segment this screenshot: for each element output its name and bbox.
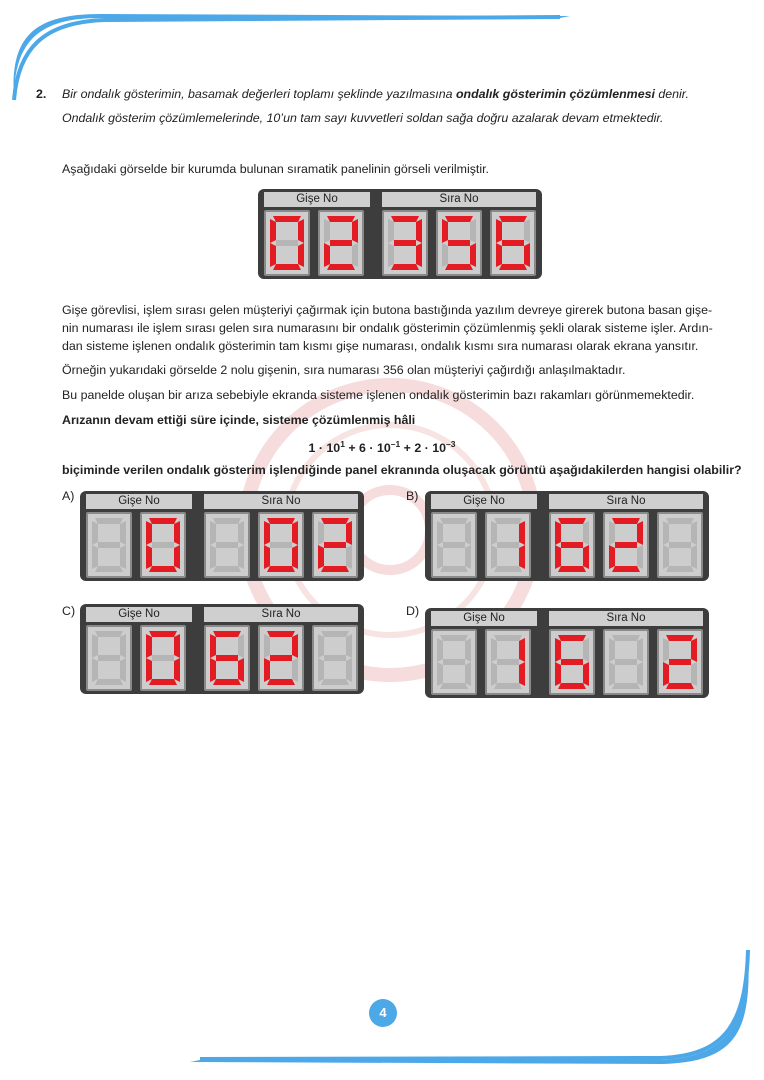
option-d-digit-2-segment-e	[491, 662, 497, 686]
option-d-digit-5-segment-d	[666, 683, 694, 689]
option-d-digit-3-segment-b	[583, 638, 589, 662]
option-a-digit-1-segment-f	[92, 521, 98, 545]
option-b-digit-5-segment-e	[663, 545, 669, 569]
option-b-digit-3	[549, 512, 595, 578]
option-d-digit-4-segment-b	[637, 638, 643, 662]
option-c-digit-4-segment-a	[267, 631, 295, 637]
option-b-digit-2-segment-b	[519, 521, 525, 545]
intro-line-2: Ondalık gösterim çözümlemelerinde, 10’un tam sayı kuvvetleri soldan sağa doğru azalarak devam etmektedir.	[62, 111, 664, 125]
option-c-digit-1-segment-c	[120, 658, 126, 682]
example-panel-digit-3-segment-e	[388, 243, 394, 267]
example-panel-digit-1-segment-f	[270, 219, 276, 243]
example-panel-digit-2-segment-e	[324, 243, 330, 267]
option-b-digit-5-segment-c	[691, 545, 697, 569]
example-panel-digit-4-segment-d	[445, 264, 473, 270]
option-a-digit-5-segment-g	[324, 542, 346, 548]
option-d-digit-1-segment-e	[437, 662, 443, 686]
paragraph-1-line-1: Gişe görevlisi, işlem sırası gelen müşteriyi çağırmak için butona bastığında yazılım devreye girerek butona basan gişe-	[62, 303, 713, 317]
example-panel-sira-header: Sıra No	[382, 192, 536, 207]
example-panel-digit-1-segment-g	[276, 240, 298, 246]
option-a-digit-1-segment-b	[120, 521, 126, 545]
option-b-digit-1-segment-e	[437, 545, 443, 569]
option-b-digit-5-segment-d	[666, 566, 694, 572]
example-panel-digit-3-segment-f	[388, 219, 394, 243]
option-d-sira-header: Sıra No	[549, 611, 703, 626]
option-a-digit-4-segment-a	[267, 518, 295, 524]
option-c-digit-3-segment-e	[210, 658, 216, 682]
option-b-gise-header: Gişe No	[431, 494, 537, 509]
option-c-digit-5-segment-f	[318, 634, 324, 658]
option-b-digit-2-segment-d	[494, 566, 522, 572]
option-a-digit-1-segment-d	[95, 566, 123, 572]
option-b-digit-2-segment-a	[494, 518, 522, 524]
option-a-digit-4-segment-c	[292, 545, 298, 569]
option-d-digit-2-segment-f	[491, 638, 497, 662]
option-a-digit-5-segment-c	[346, 545, 352, 569]
option-c-digit-1-segment-e	[92, 658, 98, 682]
option-d-digit-1-segment-a	[440, 635, 468, 641]
option-a-panel[interactable]	[80, 491, 364, 581]
option-b-digit-1-segment-d	[440, 566, 468, 572]
option-c-digit-2-segment-f	[146, 634, 152, 658]
formula-exp-1: 1	[340, 439, 345, 449]
option-d-digit-4-segment-f	[609, 638, 615, 662]
option-d-digit-5-segment-c	[691, 662, 697, 686]
option-c-sira-header: Sıra No	[204, 607, 358, 622]
option-a-digit-5	[312, 512, 358, 578]
example-panel-digit-3-segment-g	[394, 240, 416, 246]
option-a-digit-3-segment-g	[216, 542, 238, 548]
option-c-digit-2-segment-b	[174, 634, 180, 658]
question-number: 2.	[36, 87, 47, 101]
example-panel-digit-4-segment-b	[470, 219, 476, 243]
option-d-digit-1-segment-b	[465, 638, 471, 662]
option-c-digit-3-segment-d	[213, 679, 241, 685]
option-c-digit-1-segment-g	[98, 655, 120, 661]
example-panel-digit-4	[436, 210, 482, 276]
example-panel-digit-5	[490, 210, 536, 276]
example-panel-digit-4-segment-a	[445, 216, 473, 222]
option-b-digit-2-segment-g	[497, 542, 519, 548]
option-a-digit-2-segment-a	[149, 518, 177, 524]
option-c-digit-2-segment-c	[174, 658, 180, 682]
option-a-digit-4-segment-f	[264, 521, 270, 545]
example-panel-digit-4-segment-f	[442, 219, 448, 243]
option-c-digit-3-segment-f	[210, 634, 216, 658]
example-panel-digit-1-segment-c	[298, 243, 304, 267]
option-b-sira-header: Sıra No	[549, 494, 703, 509]
option-b-digit-3-segment-e	[555, 545, 561, 569]
option-c-digit-2-segment-e	[146, 658, 152, 682]
option-b-label[interactable]: B)	[406, 489, 419, 503]
example-panel-digit-4-segment-g	[448, 240, 470, 246]
option-d-digit-1-segment-f	[437, 638, 443, 662]
formula-term-1: 1 · 10	[308, 441, 341, 456]
example-panel-digit-2-segment-a	[327, 216, 355, 222]
example-panel-digit-1-segment-e	[270, 243, 276, 267]
option-b-digit-1	[431, 512, 477, 578]
page-number: 4	[369, 999, 397, 1027]
example-panel-digit-3-segment-a	[391, 216, 419, 222]
intro-text-b: denir.	[654, 87, 689, 101]
option-c-digit-2-segment-d	[149, 679, 177, 685]
example-panel-digit-2	[318, 210, 364, 276]
paragraph-1-line-2: nin numarası ile işlem sırası gelen sıra numarasını bir ondalık gösterimin çözümlenmiş şekli olarak sisteme işler. Ardın-	[62, 321, 713, 335]
option-b-digit-5	[657, 512, 703, 578]
option-b-digit-1-segment-b	[465, 521, 471, 545]
option-c-digit-2-segment-g	[152, 655, 174, 661]
option-a-digit-2-segment-c	[174, 545, 180, 569]
option-b-digit-1-segment-a	[440, 518, 468, 524]
option-b-digit-3-segment-d	[558, 566, 586, 572]
option-d-digit-1	[431, 629, 477, 695]
option-a-digit-3-segment-c	[238, 545, 244, 569]
option-c-digit-5-segment-a	[321, 631, 349, 637]
example-panel-digit-2-segment-c	[352, 243, 358, 267]
option-b-digit-4-segment-b	[637, 521, 643, 545]
option-c-digit-2-segment-a	[149, 631, 177, 637]
option-b-digit-2	[485, 512, 531, 578]
option-a-sira-header: Sıra No	[204, 494, 358, 509]
option-b-digit-5-segment-f	[663, 521, 669, 545]
option-d-digit-3-segment-g	[561, 659, 583, 665]
option-c-digit-3-segment-a	[213, 631, 241, 637]
option-d-digit-2	[485, 629, 531, 695]
option-d-digit-2-segment-b	[519, 638, 525, 662]
example-panel-digit-1-segment-d	[273, 264, 301, 270]
option-a-digit-5-segment-f	[318, 521, 324, 545]
option-d-digit-1-segment-d	[440, 683, 468, 689]
option-d-digit-2-segment-a	[494, 635, 522, 641]
option-d-digit-5	[657, 629, 703, 695]
option-a-digit-1-segment-e	[92, 545, 98, 569]
example-panel-digit-1-segment-b	[298, 219, 304, 243]
option-a-digit-4-segment-d	[267, 566, 295, 572]
example-panel-digit-3-segment-c	[416, 243, 422, 267]
formula-exp-3: –3	[446, 439, 456, 449]
option-a-digit-5-segment-d	[321, 566, 349, 572]
option-d-digit-3-segment-e	[555, 662, 561, 686]
option-a-digit-3-segment-a	[213, 518, 241, 524]
option-c-digit-2	[140, 625, 186, 691]
example-panel-digit-5-segment-d	[499, 264, 527, 270]
option-c-digit-4	[258, 625, 304, 691]
option-a-digit-2-segment-e	[146, 545, 152, 569]
option-c-gise-header: Gişe No	[86, 607, 192, 622]
final-question: biçiminde verilen ondalık gösterim işlendiğinde panel ekranında oluşacak görüntü aşağıdakilerden hangisi olabilir?	[62, 463, 742, 477]
option-b-digit-4-segment-d	[612, 566, 640, 572]
option-a-digit-4-segment-e	[264, 545, 270, 569]
option-d-digit-2-segment-c	[519, 662, 525, 686]
option-c-digit-5-segment-e	[318, 658, 324, 682]
option-b-digit-3-segment-b	[583, 521, 589, 545]
paragraph-2: Örneğin yukarıdaki görselde 2 nolu gişenin, sıra numarası 356 olan müşteriyi çağırdığı anlaşılmaktadır.	[62, 363, 626, 377]
example-panel-digit-1	[264, 210, 310, 276]
option-a-digit-1-segment-g	[98, 542, 120, 548]
option-b-digit-4-segment-f	[609, 521, 615, 545]
option-c-digit-3-segment-c	[238, 658, 244, 682]
option-a-gise-header: Gişe No	[86, 494, 192, 509]
example-panel-digit-5-segment-b	[524, 219, 530, 243]
top-corner-decoration	[0, 0, 764, 120]
example-panel-digit-3-segment-b	[416, 219, 422, 243]
paragraph-1-line-3: dan sisteme işlenen ondalık gösterimin tam kısmı gişe numarası, ondalık kısmı sıra numarası olarak ekrana yansıtır.	[62, 339, 699, 353]
option-b-digit-4-segment-g	[615, 542, 637, 548]
example-panel-digit-5-segment-f	[496, 219, 502, 243]
option-a-digit-3-segment-f	[210, 521, 216, 545]
option-a-digit-3-segment-e	[210, 545, 216, 569]
option-c-digit-3-segment-g	[216, 655, 238, 661]
option-d-digit-3	[549, 629, 595, 695]
option-d-digit-4-segment-d	[612, 683, 640, 689]
option-b-digit-3-segment-c	[583, 545, 589, 569]
intro-bold-term: ondalık gösterimin çözümlenmesi	[455, 87, 655, 101]
option-c-digit-1-segment-a	[95, 631, 123, 637]
example-panel-digit-2-segment-g	[330, 240, 352, 246]
option-d-panel[interactable]	[425, 608, 709, 698]
option-b-digit-4-segment-c	[637, 545, 643, 569]
example-panel-digit-3	[382, 210, 428, 276]
option-d-digit-5-segment-f	[663, 638, 669, 662]
option-b-digit-3-segment-g	[561, 542, 583, 548]
option-c-digit-1-segment-d	[95, 679, 123, 685]
paragraph-4: Arızanın devam ettiği süre içinde, sisteme çözümlenmiş hâli	[62, 413, 416, 427]
option-c-panel[interactable]	[80, 604, 364, 694]
intro-line-1	[62, 86, 689, 102]
option-b-digit-2-segment-e	[491, 545, 497, 569]
option-c-digit-3	[204, 625, 250, 691]
option-b-digit-1-segment-g	[443, 542, 465, 548]
option-c-digit-4-segment-g	[270, 655, 292, 661]
example-panel-digit-4-segment-c	[470, 243, 476, 267]
example-panel-gise-header: Gişe No	[264, 192, 370, 207]
option-d-gise-header: Gişe No	[431, 611, 537, 626]
option-c-digit-1-segment-f	[92, 634, 98, 658]
option-a-digit-2-segment-b	[174, 521, 180, 545]
option-d-digit-4-segment-e	[609, 662, 615, 686]
option-c-digit-4-segment-c	[292, 658, 298, 682]
option-d-digit-5-segment-e	[663, 662, 669, 686]
option-a-digit-2-segment-g	[152, 542, 174, 548]
example-panel-digit-1-segment-a	[273, 216, 301, 222]
option-a-digit-1	[86, 512, 132, 578]
option-d-digit-2-segment-d	[494, 683, 522, 689]
option-b-digit-3-segment-a	[558, 518, 586, 524]
option-d-digit-4	[603, 629, 649, 695]
formula-term-3: + 2 · 10	[400, 441, 447, 456]
option-d-digit-3-segment-f	[555, 638, 561, 662]
option-a-digit-5-segment-a	[321, 518, 349, 524]
option-c-digit-3-segment-b	[238, 634, 244, 658]
option-c-digit-5	[312, 625, 358, 691]
option-d-digit-2-segment-g	[497, 659, 519, 665]
option-a-digit-5-segment-e	[318, 545, 324, 569]
option-b-digit-4	[603, 512, 649, 578]
option-a-digit-2-segment-f	[146, 521, 152, 545]
option-a-digit-3-segment-b	[238, 521, 244, 545]
option-d-digit-3-segment-c	[583, 662, 589, 686]
formula	[0, 436, 764, 456]
option-b-digit-5-segment-a	[666, 518, 694, 524]
option-d-digit-3-segment-d	[558, 683, 586, 689]
option-d-digit-5-segment-b	[691, 638, 697, 662]
option-b-digit-1-segment-f	[437, 521, 443, 545]
example-panel-digit-4-segment-e	[442, 243, 448, 267]
example-panel-digit-5-segment-g	[502, 240, 524, 246]
formula-exp-2: –1	[390, 439, 401, 449]
paragraph-3: Bu panelde oluşan bir arıza sebebiyle ekranda sisteme işlenen ondalık gösterimin bazı rakamları görünmemektedir.	[62, 388, 695, 402]
option-a-digit-3	[204, 512, 250, 578]
option-b-digit-5-segment-b	[691, 521, 697, 545]
example-panel-digit-5-segment-a	[499, 216, 527, 222]
option-c-digit-1	[86, 625, 132, 691]
option-c-digit-5-segment-c	[346, 658, 352, 682]
example-panel-digit-5-segment-c	[524, 243, 530, 267]
option-d-digit-5-segment-g	[669, 659, 691, 665]
option-a-digit-4-segment-g	[270, 542, 292, 548]
intro-text-a: Bir ondalık gösterimin, basamak değerleri toplamı şeklinde yazılmasına	[62, 87, 456, 101]
option-d-label[interactable]: D)	[406, 604, 420, 618]
option-d-digit-4-segment-g	[615, 659, 637, 665]
option-a-digit-4-segment-b	[292, 521, 298, 545]
option-c-digit-5-segment-d	[321, 679, 349, 685]
option-a-digit-3-segment-d	[213, 566, 241, 572]
option-a-digit-5-segment-b	[346, 521, 352, 545]
option-b-digit-3-segment-f	[555, 521, 561, 545]
formula-term-2: + 6 · 10	[344, 441, 391, 456]
option-d-digit-4-segment-a	[612, 635, 640, 641]
option-a-digit-4	[258, 512, 304, 578]
option-d-digit-4-segment-c	[637, 662, 643, 686]
example-panel-digit-2-segment-f	[324, 219, 330, 243]
option-b-panel[interactable]	[425, 491, 709, 581]
option-a-digit-1-segment-a	[95, 518, 123, 524]
option-b-digit-1-segment-c	[465, 545, 471, 569]
option-b-digit-2-segment-c	[519, 545, 525, 569]
option-d-digit-1-segment-c	[465, 662, 471, 686]
option-d-digit-1-segment-g	[443, 659, 465, 665]
option-b-digit-5-segment-g	[669, 542, 691, 548]
option-c-digit-4-segment-e	[264, 658, 270, 682]
panel-intro: Aşağıdaki görselde bir kurumda bulunan sıramatik panelinin görseli verilmiştir.	[62, 162, 489, 176]
option-c-digit-4-segment-b	[292, 634, 298, 658]
option-c-digit-5-segment-g	[324, 655, 346, 661]
option-a-digit-2-segment-d	[149, 566, 177, 572]
example-panel-digit-3-segment-d	[391, 264, 419, 270]
option-b-digit-2-segment-f	[491, 521, 497, 545]
option-a-label[interactable]: A)	[62, 489, 75, 503]
option-c-digit-4-segment-f	[264, 634, 270, 658]
option-b-digit-4-segment-e	[609, 545, 615, 569]
option-d-digit-3-segment-a	[558, 635, 586, 641]
option-c-digit-4-segment-d	[267, 679, 295, 685]
option-d-digit-5-segment-a	[666, 635, 694, 641]
example-panel-digit-2-segment-b	[352, 219, 358, 243]
example-panel-digit-2-segment-d	[327, 264, 355, 270]
option-a-digit-2	[140, 512, 186, 578]
option-c-digit-1-segment-b	[120, 634, 126, 658]
option-c-digit-5-segment-b	[346, 634, 352, 658]
example-panel	[258, 189, 542, 279]
option-a-digit-1-segment-c	[120, 545, 126, 569]
option-b-digit-4-segment-a	[612, 518, 640, 524]
option-c-label[interactable]: C)	[62, 604, 76, 618]
example-panel-digit-5-segment-e	[496, 243, 502, 267]
